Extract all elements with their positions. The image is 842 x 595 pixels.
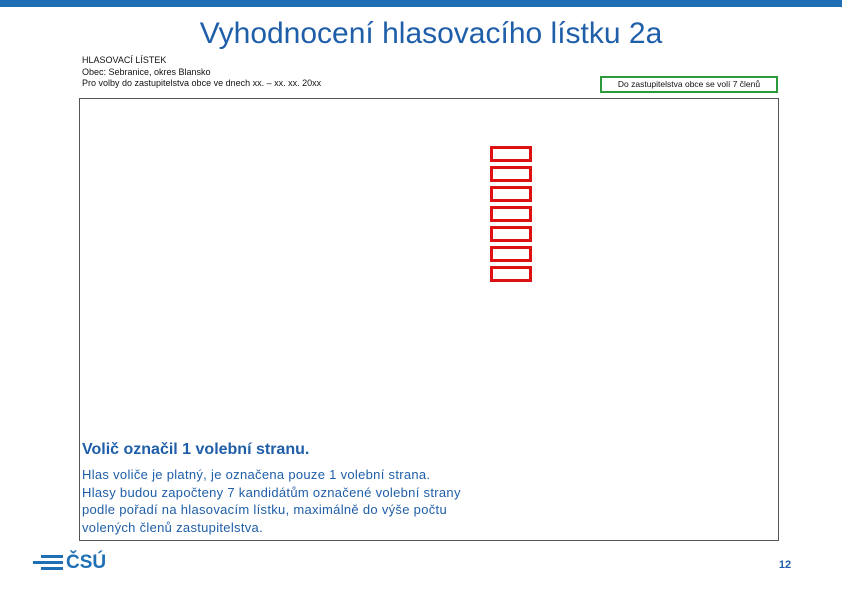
page-number: 12 [778, 559, 792, 571]
logo-text: ČSÚ [66, 552, 107, 573]
marked-box [490, 226, 532, 242]
marked-box [490, 246, 532, 262]
logo-lines-icon [33, 555, 63, 573]
marked-box [490, 166, 532, 182]
ballot-election-info: Pro volby do zastupitelstva obce ve dnech xx. – xx. xx. 20xx [82, 78, 322, 88]
result-statement: Volič označil 1 volební stranu. [82, 441, 310, 458]
explanation-line: podle pořadí na hlasovacím lístku, maximálně do výše počtu [82, 502, 447, 517]
marked-box [490, 186, 532, 202]
ballot-header [82, 55, 321, 90]
explanation-line: Hlasy budou započteny 7 kandidátům označené volební strany [82, 484, 461, 500]
marked-box [490, 206, 532, 222]
marked-box [490, 146, 532, 162]
ballot-municipality: Obec: Sebranice, okres Blansko [82, 66, 211, 77]
members-note: Do zastupitelstva obce se volí 7 členů [600, 76, 778, 93]
result-explanation [82, 466, 552, 536]
marked-box [490, 266, 532, 282]
explanation-line: volených členů zastupitelstva. [82, 519, 263, 535]
slide-title: Vyhodnocení hlasovacího lístku 2a [199, 17, 663, 50]
explanation-line: Hlas voliče je platný, je označena pouze 1 volební strana. [82, 467, 431, 482]
top-accent-bar [0, 0, 842, 7]
ballot-heading: HLASOVACÍ LÍSTEK [82, 55, 167, 65]
marked-boxes [490, 146, 532, 286]
